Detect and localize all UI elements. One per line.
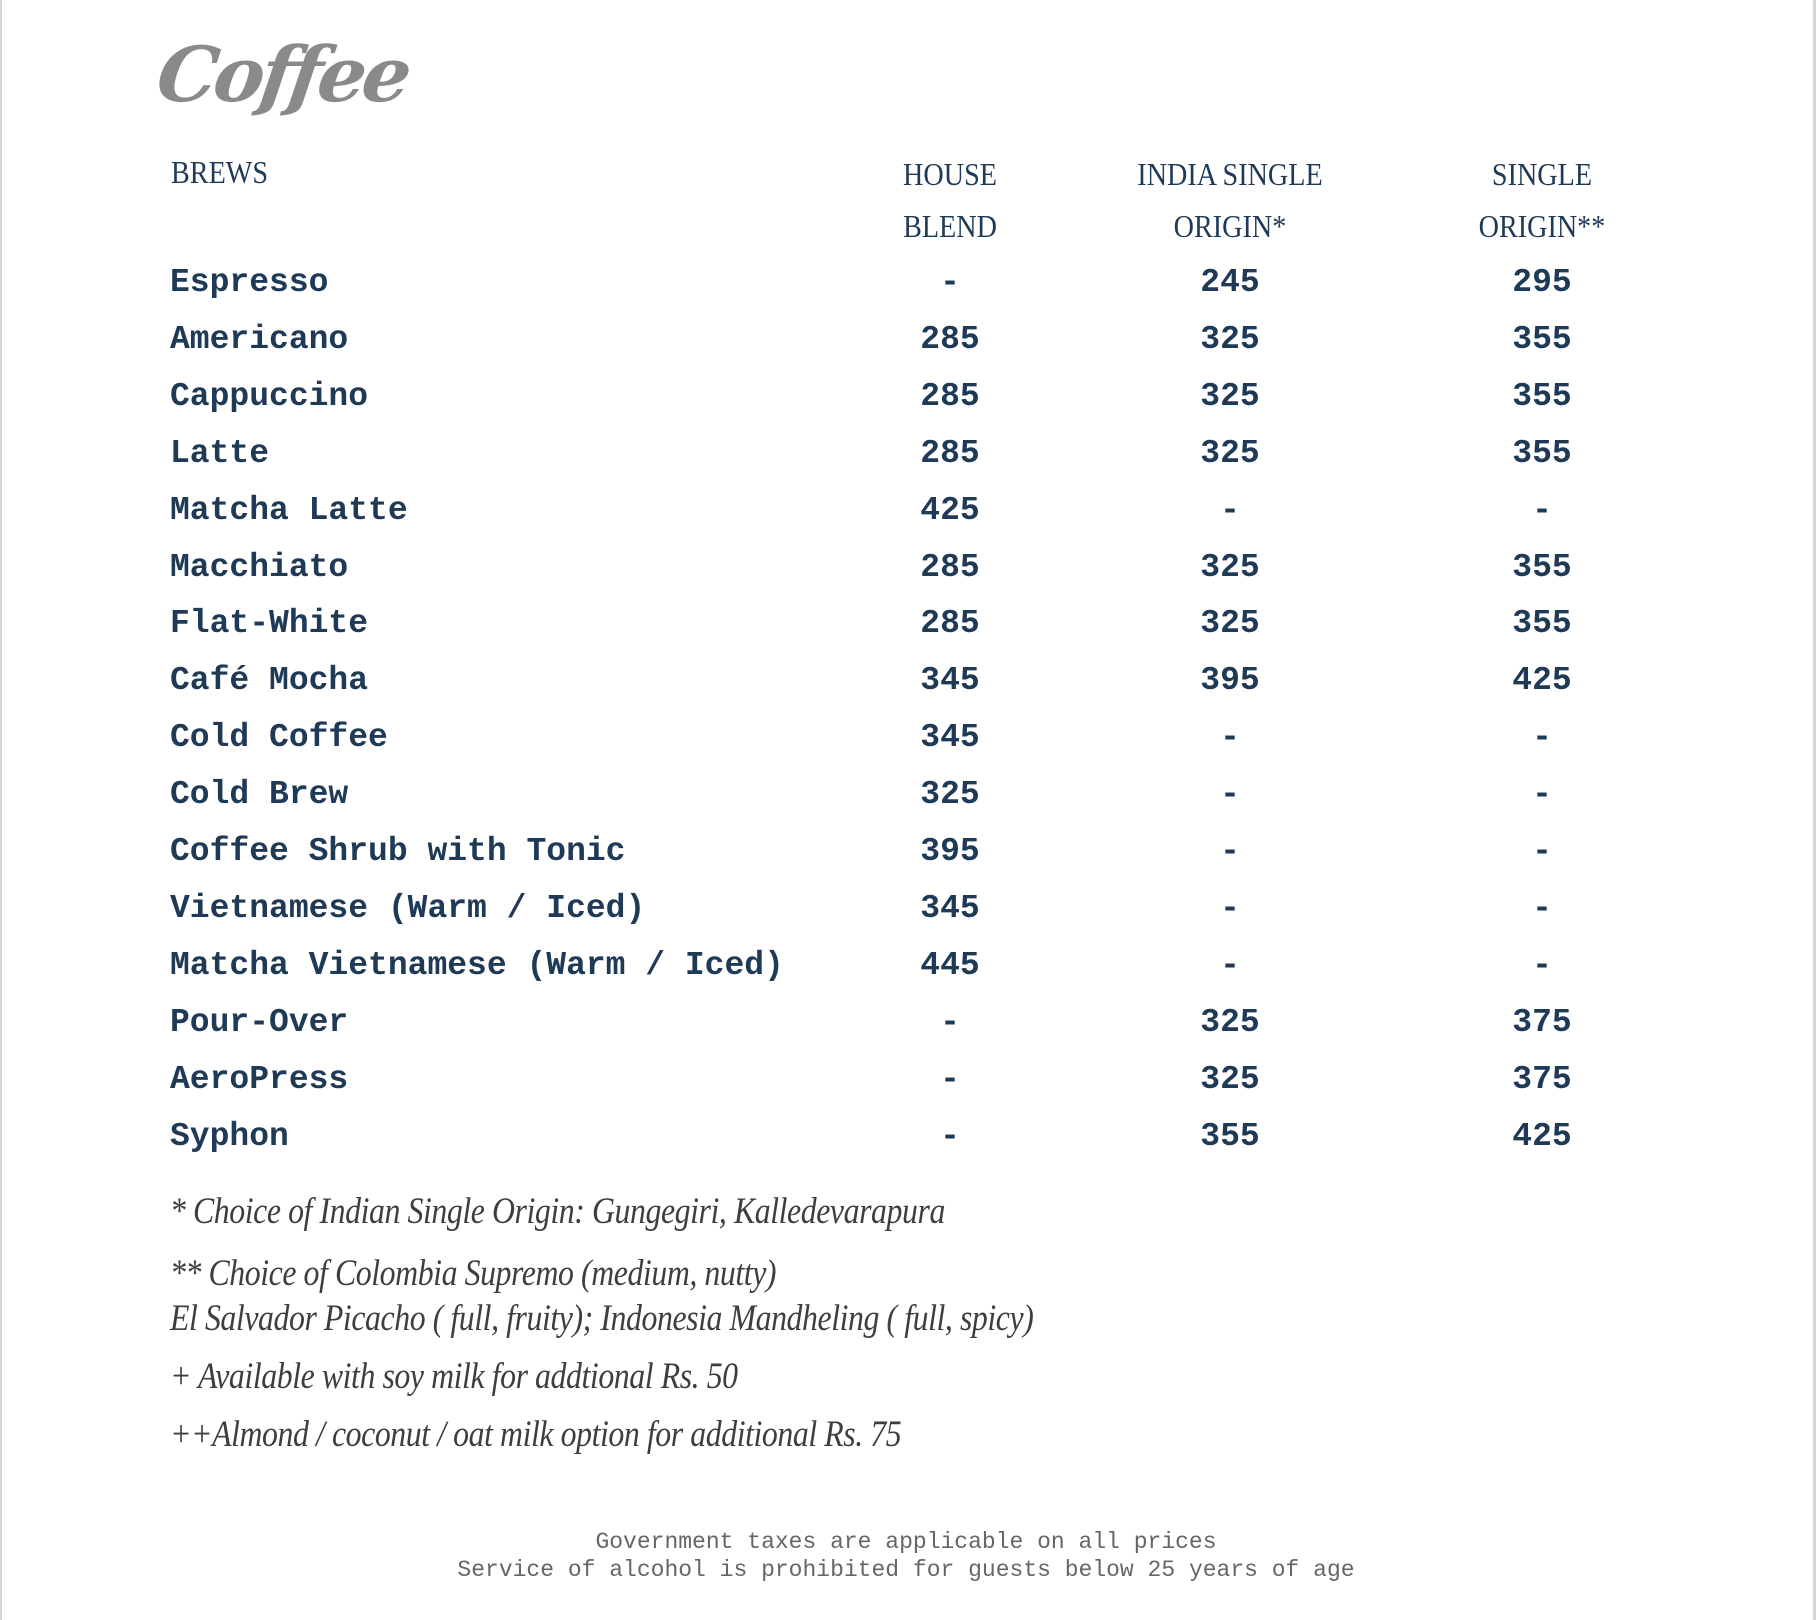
item-price: - <box>1220 889 1240 927</box>
item-price: - <box>1532 719 1552 757</box>
footnote-single-origin: ** Choice of Colombia Supremo (medium, nutty) <box>170 1253 777 1294</box>
column-header-line: INDIA SINGLE <box>1137 156 1323 192</box>
menu-row <box>0 880 1820 937</box>
item-name: Coffee Shrub with Tonic <box>170 833 626 870</box>
item-price: - <box>940 1060 960 1098</box>
item-price: 345 <box>920 889 980 927</box>
item-name: Cold Coffee <box>170 719 388 757</box>
item-price: 375 <box>1512 1003 1572 1041</box>
menu-title: Coffee <box>151 30 414 119</box>
item-price: - <box>1220 776 1240 814</box>
column-header-house-blend <box>818 148 1082 252</box>
item-price: 325 <box>920 776 980 814</box>
footer-taxes: Government taxes are applicable on all prices <box>595 1529 1217 1555</box>
item-name: Vietnamese (Warm / Iced) <box>170 889 646 927</box>
item-price: 285 <box>920 605 980 643</box>
item-price: 285 <box>920 548 980 586</box>
item-price: 245 <box>1200 264 1260 301</box>
item-price: - <box>1532 491 1552 529</box>
column-header-line: HOUSE <box>903 156 997 192</box>
item-price: 325 <box>1200 377 1260 415</box>
item-price: 285 <box>920 434 980 472</box>
menu-row <box>0 368 1820 425</box>
column-header-line: ORIGIN* <box>1173 208 1287 244</box>
item-price: 355 <box>1200 1117 1260 1155</box>
item-price: 325 <box>1200 320 1260 358</box>
menu-row <box>0 766 1820 823</box>
item-price: 395 <box>920 833 980 870</box>
item-name: Pour-Over <box>170 1003 349 1041</box>
menu-row <box>0 937 1820 994</box>
item-price: 345 <box>920 719 980 757</box>
column-header-india-single-origin <box>1098 148 1362 252</box>
item-name: Matcha Vietnamese (Warm / Iced) <box>170 946 784 984</box>
menu-row <box>0 482 1820 539</box>
item-price: 355 <box>1512 377 1572 415</box>
menu-row <box>0 652 1820 709</box>
menu-row <box>0 1051 1820 1108</box>
item-price: 345 <box>920 662 980 700</box>
column-header-single-origin <box>1410 148 1674 252</box>
column-header-line: BLEND <box>903 208 997 244</box>
item-price: 425 <box>920 491 980 529</box>
item-price: 375 <box>1512 1060 1572 1098</box>
item-price: 355 <box>1512 320 1572 358</box>
item-price: 325 <box>1200 1003 1260 1041</box>
menu-row <box>0 595 1820 652</box>
item-name: Cold Brew <box>170 776 349 814</box>
item-price: 425 <box>1512 662 1572 700</box>
item-price: - <box>1532 946 1552 984</box>
menu-row <box>0 425 1820 482</box>
item-price: - <box>1220 946 1240 984</box>
item-price: - <box>940 1003 960 1041</box>
item-price: - <box>1532 833 1552 870</box>
menu-row <box>0 254 1820 311</box>
item-price: 285 <box>920 320 980 358</box>
item-price: 325 <box>1200 1060 1260 1098</box>
footnote-single-origin-cont: El Salvador Picacho ( full, fruity); Indonesia Mandheling ( full, spicy) <box>170 1298 1034 1339</box>
item-price: 325 <box>1200 548 1260 586</box>
item-price: - <box>1220 833 1240 870</box>
item-price: 355 <box>1512 548 1572 586</box>
footnote-india-origin: * Choice of Indian Single Origin: Gungegiri, Kalledevarapura <box>170 1191 945 1232</box>
item-name: Espresso <box>170 264 329 301</box>
section-heading-brews: BREWS <box>171 154 269 190</box>
item-name: Americano <box>170 320 349 358</box>
item-name: Cappuccino <box>170 377 369 415</box>
column-header-line: SINGLE <box>1491 156 1593 192</box>
item-price: - <box>1532 776 1552 814</box>
item-name: Syphon <box>170 1117 289 1155</box>
item-price: 285 <box>920 377 980 415</box>
item-price: - <box>1220 491 1240 529</box>
item-name: Macchiato <box>170 548 349 586</box>
item-price: 325 <box>1200 605 1260 643</box>
menu-row <box>0 994 1820 1051</box>
column-header-line: ORIGIN** <box>1478 208 1606 244</box>
item-name: AeroPress <box>170 1060 349 1098</box>
item-price: - <box>940 1117 960 1155</box>
menu-row <box>0 709 1820 766</box>
item-price: 425 <box>1512 1117 1572 1155</box>
item-price: 355 <box>1512 434 1572 472</box>
item-name: Flat-White <box>170 605 369 643</box>
menu-row <box>0 823 1820 880</box>
item-price: - <box>1220 719 1240 757</box>
menu-row <box>0 1108 1820 1165</box>
footer-alcohol: Service of alcohol is prohibited for guests below 25 years of age <box>457 1557 1355 1583</box>
footnote-alt-milk: ++Almond / coconut / oat milk option for additional Rs. 75 <box>170 1414 902 1455</box>
menu-row <box>0 311 1820 368</box>
item-price: 445 <box>920 946 980 984</box>
item-price: 395 <box>1200 662 1260 700</box>
footnote-soy-milk: + Available with soy milk for addtional Rs. 50 <box>170 1356 738 1397</box>
item-price: - <box>940 264 960 301</box>
item-price: 355 <box>1512 605 1572 643</box>
item-name: Latte <box>170 434 270 472</box>
menu-row <box>0 539 1820 596</box>
item-price: 325 <box>1200 434 1260 472</box>
item-name: Café Mocha <box>170 662 369 700</box>
item-price: 295 <box>1512 264 1572 301</box>
item-price: - <box>1532 889 1552 927</box>
item-name: Matcha Latte <box>170 491 408 529</box>
